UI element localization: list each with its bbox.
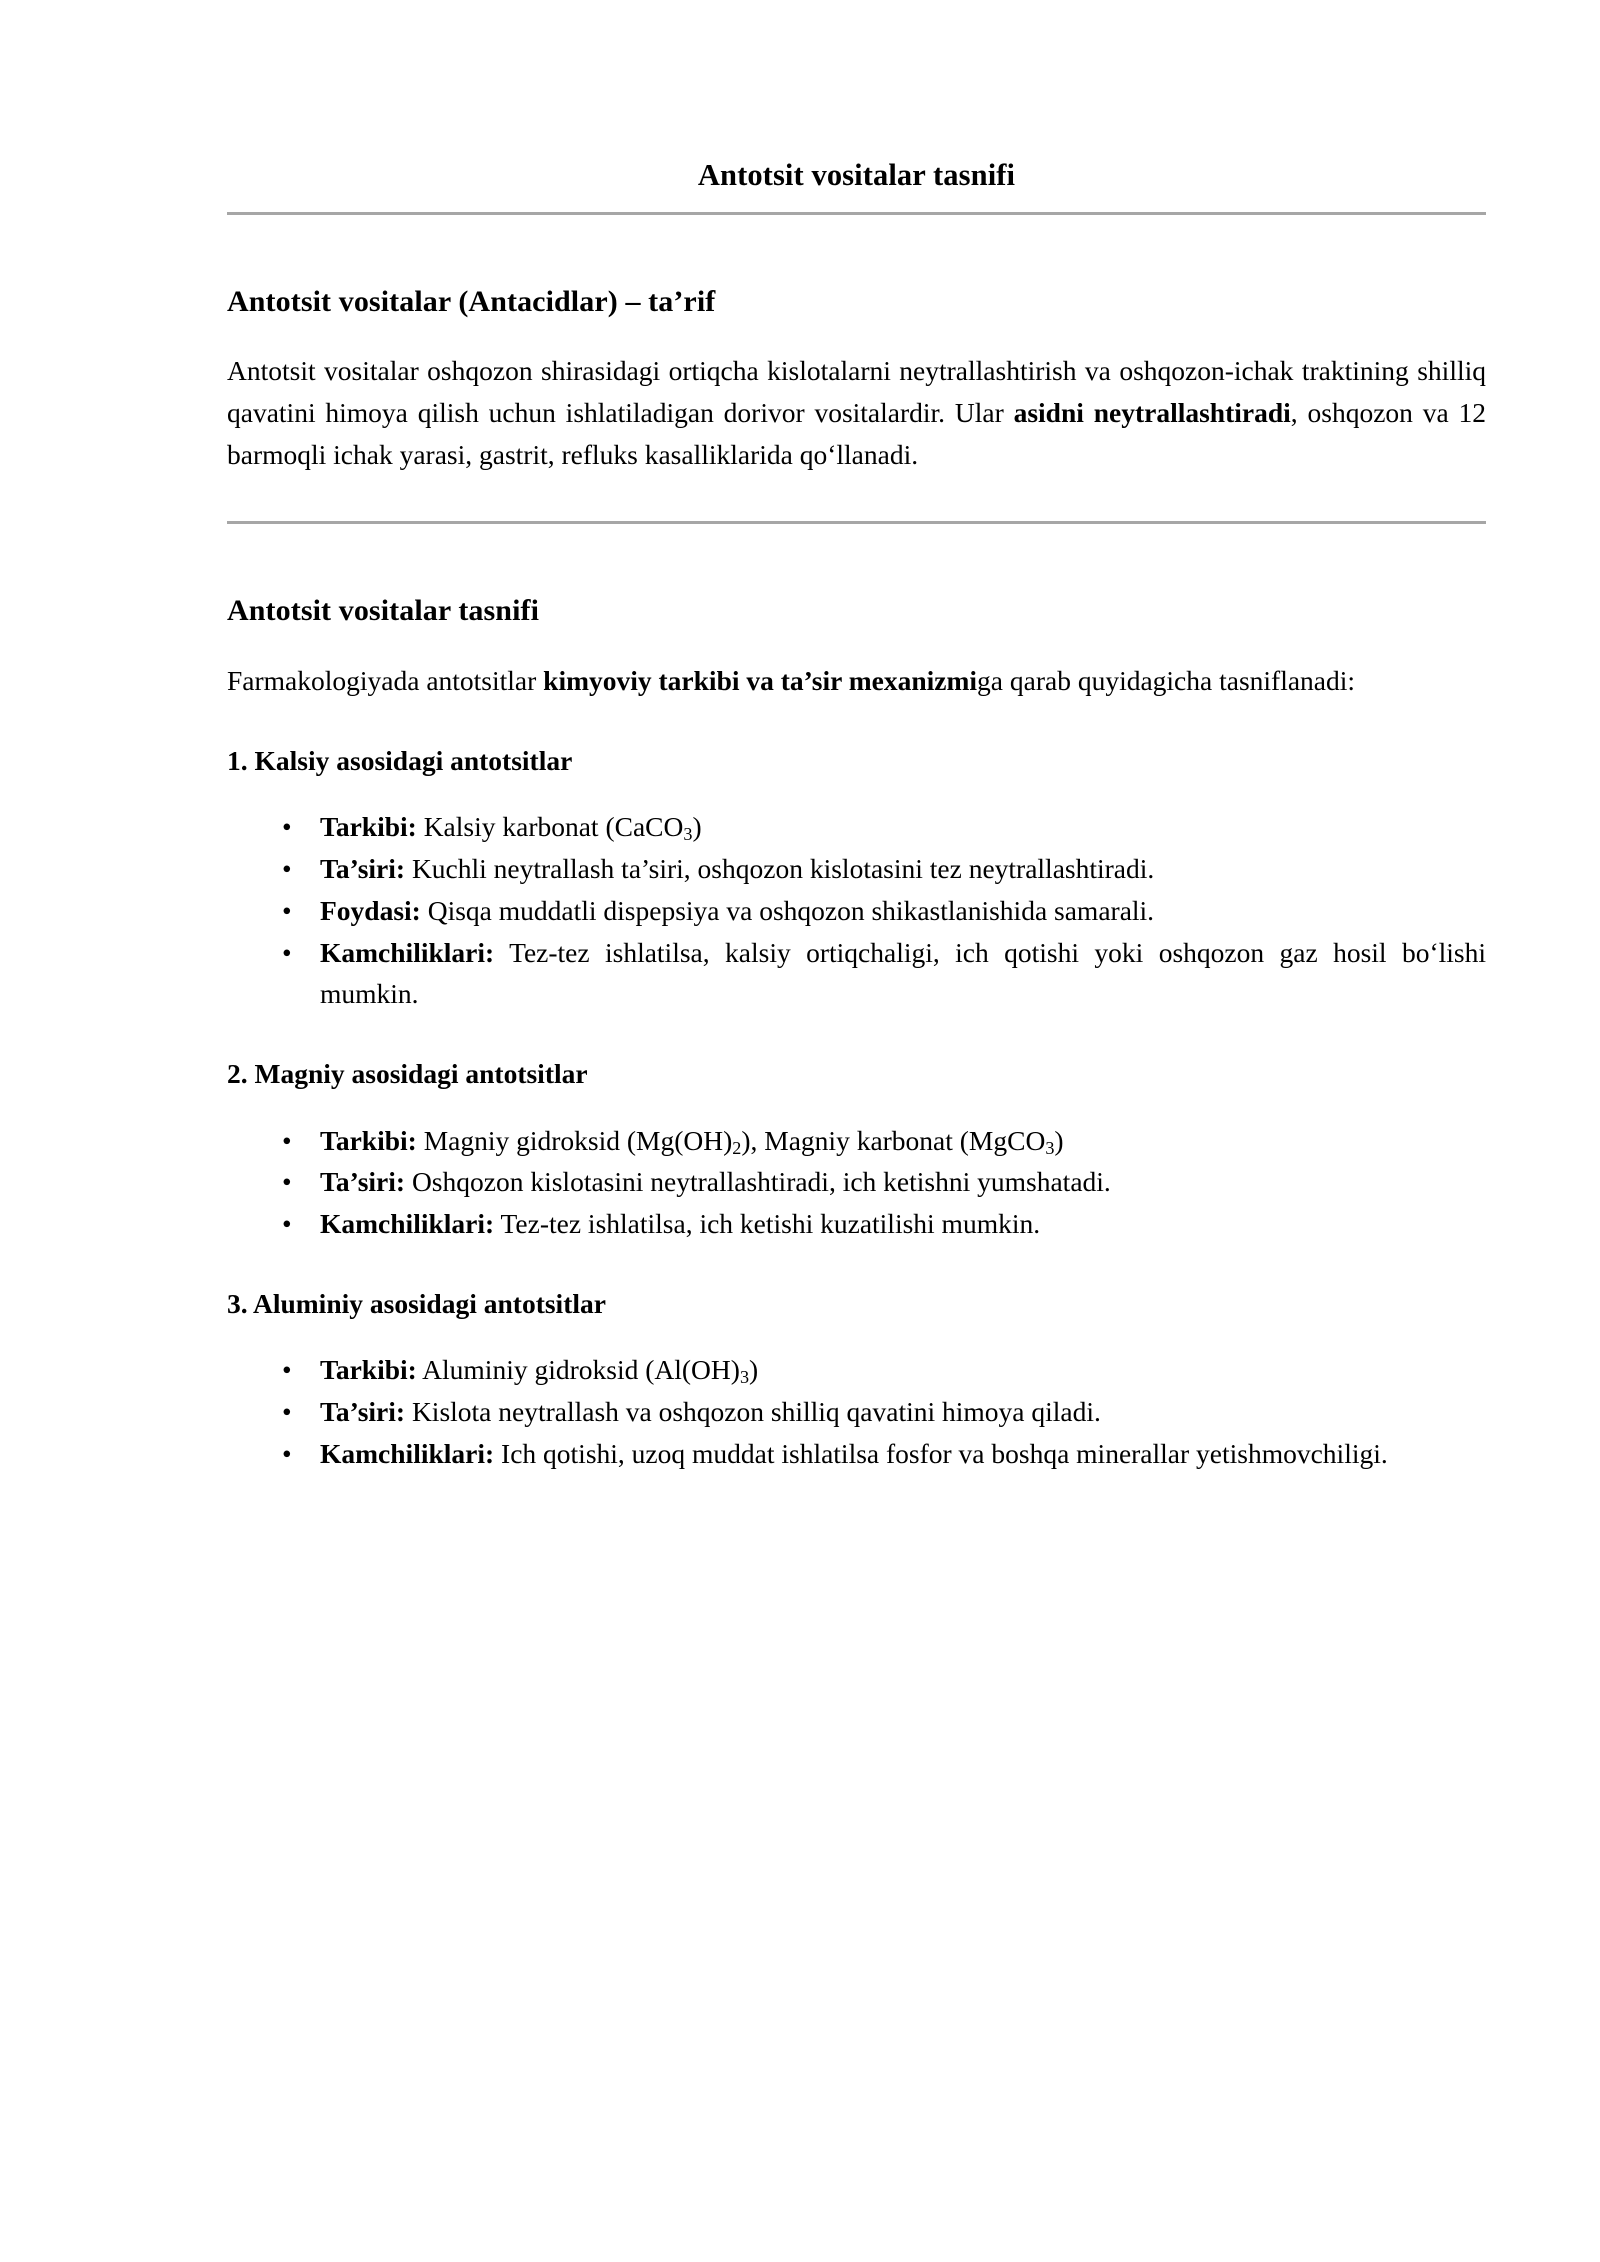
definition-bold-phrase: asidni neytrallashtiradi bbox=[1013, 396, 1291, 428]
item-label: Kamchiliklari: bbox=[320, 1437, 495, 1469]
item-subscript: 3 bbox=[683, 824, 693, 845]
item-text: Ich qotishi, uzoq muddat ishlatilsa fosfor va boshqa minerallar yetishmovchiligi. bbox=[494, 1437, 1388, 1469]
definition-paragraph bbox=[227, 320, 1486, 475]
list-item bbox=[227, 1120, 1486, 1162]
section-heading-classification: Antotsit vositalar tasnifi bbox=[227, 594, 540, 628]
item-label: Tarkibi: bbox=[320, 1354, 417, 1386]
item-label: Tarkibi: bbox=[320, 811, 417, 843]
item-text: Kuchli neytrallash ta’siri, oshqozon kislotasini tez neytrallashtiradi. bbox=[405, 852, 1155, 884]
item-label: Kamchiliklari: bbox=[320, 1208, 495, 1240]
classification-intro-paragraph bbox=[227, 630, 1486, 702]
item-label: Ta’siri: bbox=[320, 1396, 406, 1428]
item-text-tail: ) bbox=[692, 811, 702, 843]
list-item bbox=[227, 1349, 1486, 1391]
classification-intro-part2: ga qarab quyidagicha tasniflanadi: bbox=[977, 664, 1356, 696]
item-label: Foydasi: bbox=[320, 894, 421, 926]
group-heading-2: 2. Magniy asosidagi antotsitlar bbox=[227, 1058, 588, 1090]
list-item bbox=[227, 932, 1486, 1016]
item-label: Tarkibi: bbox=[320, 1124, 417, 1156]
item-text-tail: ) bbox=[749, 1354, 759, 1386]
list-item bbox=[227, 848, 1486, 890]
item-text: Aluminiy gidroksid (Al(OH) bbox=[416, 1354, 740, 1386]
group-list-2 bbox=[227, 1092, 1486, 1245]
classification-intro-part1: Farmakologiyada antotsitlar bbox=[227, 664, 544, 696]
item-subscript: 2 bbox=[732, 1137, 742, 1158]
item-text: Kislota neytrallash va oshqozon shilliq qavatini himoya qiladi. bbox=[405, 1396, 1101, 1428]
list-item bbox=[227, 1203, 1486, 1245]
item-text: Tez-tez ishlatilsa, ich ketishi kuzatilishi mumkin. bbox=[494, 1208, 1041, 1240]
list-item bbox=[227, 806, 1486, 848]
item-label: Kamchiliklari: bbox=[320, 936, 495, 968]
classification-intro-bold: kimyoviy tarkibi va ta’sir mexanizmi bbox=[543, 664, 978, 696]
section-heading-definition: Antotsit vositalar (Antacidlar) – ta’rif bbox=[227, 284, 716, 318]
item-subscript-2: 3 bbox=[1045, 1137, 1055, 1158]
definition-text-part2: , oshqozon va 12 barmoqli ichak yarasi, gastrit, refluks kasalliklarida qo‘llanadi. bbox=[227, 396, 1487, 470]
item-label: Ta’siri: bbox=[320, 1166, 406, 1198]
item-text: Magniy gidroksid (Mg(OH) bbox=[416, 1124, 733, 1156]
item-text: Kalsiy karbonat (CaCO bbox=[416, 811, 684, 843]
group-list-3 bbox=[227, 1321, 1486, 1474]
list-item bbox=[227, 1161, 1486, 1203]
item-text: Tez-tez ishlatilsa, kalsiy ortiqchaligi, ich qotishi yoki oshqozon gaz hosil bo‘lishi mumkin. bbox=[320, 936, 1486, 1010]
document-content bbox=[227, 0, 1486, 1475]
page-title: Antotsit vositalar tasnifi bbox=[697, 158, 1016, 192]
list-item bbox=[227, 1433, 1486, 1475]
group-list-1 bbox=[227, 778, 1486, 1015]
definition-text-part1: Antotsit vositalar oshqozon shirasidagi ortiqcha kislotalarni neytrallashtirish va oshqozon-ichak traktining shilliq qavatini himoya qilish uchun ishlatiladigan dorivor vositalardir. Ular bbox=[227, 355, 1486, 428]
item-text: Oshqozon kislotasini neytrallashtiradi, ich ketishni yumshatadi. bbox=[405, 1166, 1111, 1198]
group-heading-3: 3. Aluminiy asosidagi antotsitlar bbox=[227, 1287, 606, 1319]
item-text: Qisqa muddatli dispepsiya va oshqozon shikastlanishida samarali. bbox=[420, 894, 1155, 926]
item-text-mid: ), Magniy karbonat (MgCO bbox=[741, 1124, 1046, 1156]
item-text-tail: ) bbox=[1054, 1124, 1064, 1156]
group-heading-1: 1. Kalsiy asosidagi antotsitlar bbox=[227, 744, 573, 776]
item-label: Ta’siri: bbox=[320, 852, 406, 884]
item-subscript: 3 bbox=[739, 1367, 750, 1388]
list-item bbox=[227, 1391, 1486, 1433]
list-item bbox=[227, 890, 1486, 932]
